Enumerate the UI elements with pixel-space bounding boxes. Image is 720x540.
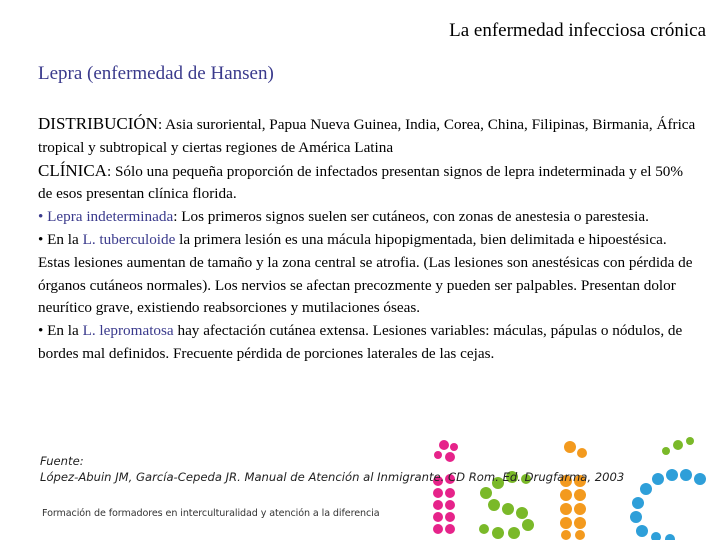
- lepromatosa-text: hay afectación cutánea extensa. Lesiones variables: máculas, pápulas o nódulos, de bordes mal definidos. Frecuente pérdida de porciones laterales de las cejas.: [38, 322, 683, 362]
- tuberculoide-prefix: En la: [43, 230, 83, 248]
- tuberculoide-term: L. tuberculoide: [82, 230, 176, 248]
- indeterminada-term: Lepra indeterminada: [47, 208, 174, 226]
- lepromatosa-term: L. lepromatosa: [82, 322, 174, 340]
- tuberculoide-text: la primera lesión es una mácula hipopigmentada, bien delimitada e hipoestésica. Estas lesiones aumentan de tamaño y la zona central se atrofia. (Las lesiones son anestésicas con pérdida de órganos cutáneos normales). Los nervios se afectan precozmente y pueden ser palpables. Presentan dolor neurítico grave, existiendo reabsorciones y mutilaciones óseas.: [38, 230, 693, 317]
- source-label: Fuente:: [40, 454, 84, 468]
- distribucion-label: DISTRIBUCIÓN: [38, 114, 158, 133]
- clinica-text: : Sólo una pequeña proporción de infectados presentan signos de lepra indeterminada y el 50% de esos presentan clínica florida.: [38, 162, 684, 203]
- source-citation: López-Abuin JM, García-Cepeda JR. Manual de Atención al Inmigrante. CD Rom. Ed. Drugfarma, 2003: [40, 470, 625, 484]
- body-text: [38, 113, 698, 366]
- clinica-label: CLÍNICA: [38, 160, 107, 180]
- clinica-paragraph: [38, 160, 698, 207]
- indeterminada-bullet: •: [38, 208, 44, 226]
- isic-logo-icon: [420, 433, 720, 540]
- lepromatosa-paragraph: [38, 320, 698, 366]
- page-header-title: La enfermedad infecciosa crónica: [449, 20, 706, 41]
- footer-text: Formación de formadores en interculturalidad y atención a la diferencia: [42, 508, 380, 519]
- lepromatosa-prefix: En la: [43, 322, 83, 340]
- source-note: [40, 453, 720, 485]
- distribucion-text: : Asia suroriental, Papua Nueva Guinea, India, Corea, China, Filipinas, Birmania, África tropical y subtropical y ciertas regiones de América Latina: [38, 116, 696, 156]
- indeterminada-paragraph: [38, 206, 698, 229]
- tuberculoide-paragraph: [38, 229, 698, 320]
- tuberculoide-bullet: •: [38, 230, 44, 248]
- section-title: Lepra (enfermedad de Hansen): [38, 63, 274, 84]
- lepromatosa-bullet: •: [38, 322, 44, 340]
- indeterminada-text: : Los primeros signos suelen ser cutáneos, con zonas de anestesia o parestesia.: [173, 208, 649, 226]
- distribucion-paragraph: [38, 113, 698, 160]
